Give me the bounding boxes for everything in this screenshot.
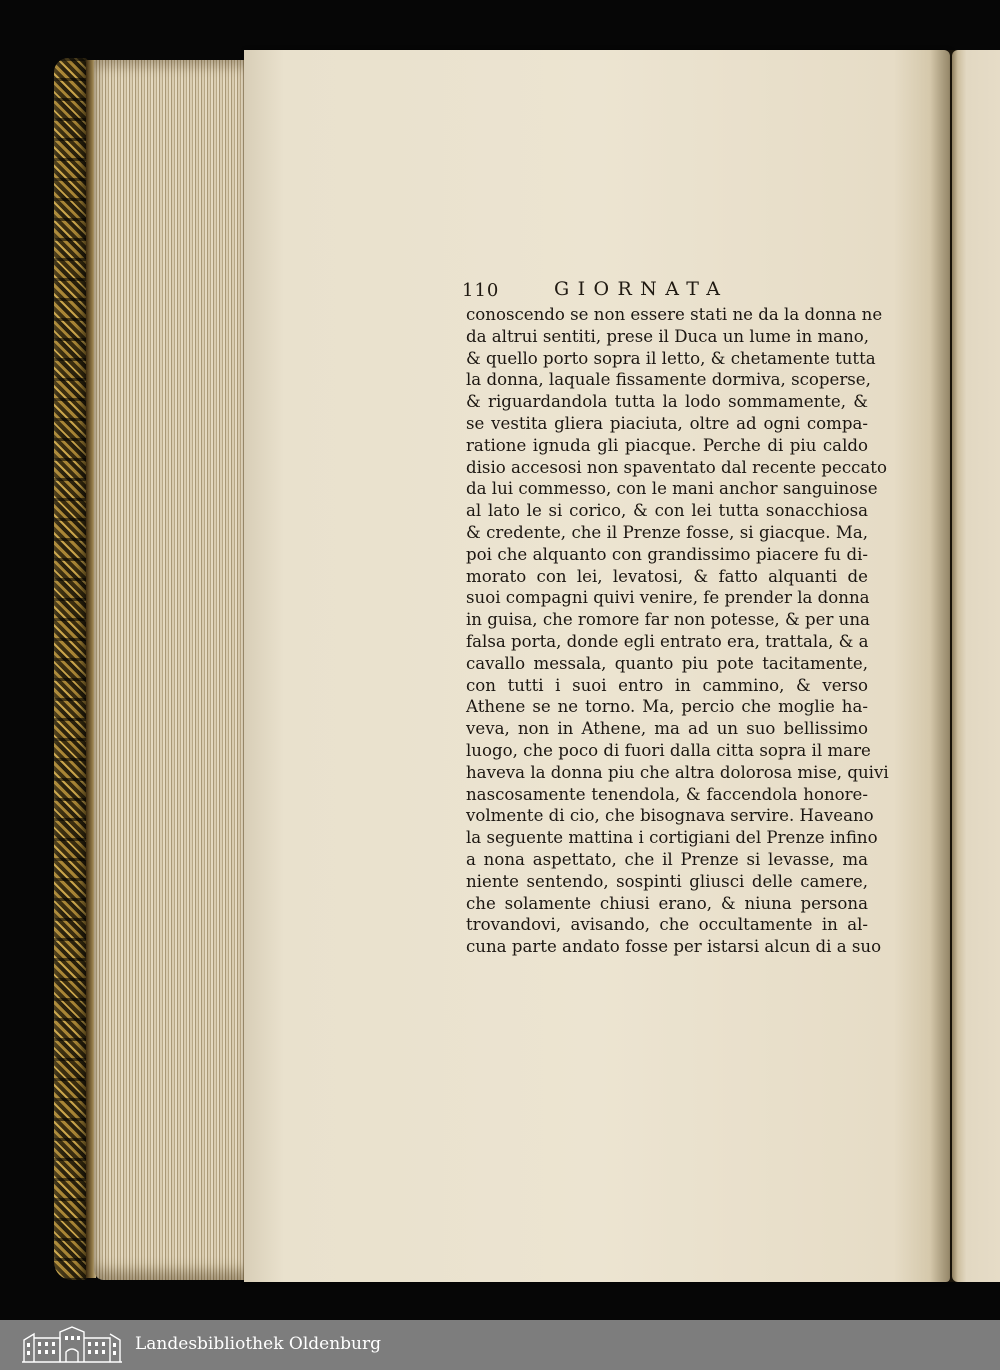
- text-line: la donna, laquale fissamente dormiva, scoperse,: [466, 370, 871, 390]
- library-name: Landesbibliothek Oldenburg: [135, 1334, 382, 1354]
- text-line: poi che alquanto con grandissimo piacere fu di-: [466, 544, 868, 564]
- right-page-edge: [952, 50, 1000, 1282]
- running-head: GIORNATA: [554, 278, 729, 300]
- text-line: la seguente mattina i cortigiani del Prenze infino: [466, 828, 878, 848]
- text-line: trovandovi, avisando, che occultamente in al-: [466, 915, 868, 935]
- text-line: che solamente chiusi erano, & niuna persona: [466, 893, 868, 913]
- text-line: Athene se ne torno. Ma, percio che moglie ha-: [466, 697, 868, 717]
- text-line: a nona aspettato, che il Prenze si levasse, ma: [466, 849, 868, 869]
- text-line: volmente di cio, che bisognava servire. Haveano: [466, 806, 874, 826]
- text-line: ratione ignuda gli piacque. Perche di piu caldo: [466, 435, 868, 455]
- text-line: disio accesosi non spaventato dal recente peccato: [466, 457, 887, 477]
- body-text: [466, 304, 889, 958]
- text-line: in guisa, che romore far non potesse, & per una: [466, 610, 870, 630]
- page-edges-stack: [94, 60, 250, 1280]
- text-line: suoi compagni quivi venire, fe prender la donna: [466, 588, 870, 608]
- text-line: se vestita gliera piaciuta, oltre ad ogni compa-: [466, 413, 868, 433]
- text-line: nascosamente tenendola, & faccendola honore-: [466, 784, 868, 804]
- text-line: con tutti i suoi entro in cammino, & verso: [466, 675, 868, 695]
- text-line: & credente, che il Prenze fosse, si giacque. Ma,: [466, 522, 868, 542]
- book-spine: [54, 58, 88, 1280]
- text-line: cavallo messala, quanto piu pote tacitamente,: [466, 653, 868, 673]
- text-line: luogo, che poco di fuori dalla citta sopra il mare: [466, 740, 871, 760]
- text-line: da altrui sentiti, prese il Duca un lume in mano,: [466, 326, 870, 346]
- text-line: cuna parte andato fosse per istarsi alcun di a suo: [466, 937, 882, 957]
- text-line: al lato le si corico, & con lei tutta sonacchiosa: [466, 501, 868, 521]
- text-line: conoscendo se non essere stati ne da la donna ne: [466, 305, 883, 324]
- text-line: & riguardandola tutta la lodo sommamente, &: [466, 392, 868, 412]
- text-line: veva, non in Athene, ma ad un suo bellissimo: [466, 719, 868, 739]
- text-line: & quello porto sopra il letto, & chetamente tutta: [466, 348, 876, 368]
- text-line: da lui commesso, con le mani anchor sanguinose: [466, 479, 878, 499]
- library-building-icon: [20, 1326, 124, 1364]
- text-line: haveva la donna piu che altra dolorosa mise, quivi: [466, 762, 889, 782]
- text-line: niente sentendo, sospinti gliusci delle camere,: [466, 871, 868, 891]
- footer-bar: [0, 1320, 1000, 1370]
- page-number: 110: [462, 280, 500, 301]
- page-header: [462, 280, 862, 304]
- text-line: morato con lei, levatosi, & fatto alquanti de: [466, 566, 868, 586]
- text-line: falsa porta, donde egli entrato era, trattala, & a: [466, 631, 869, 651]
